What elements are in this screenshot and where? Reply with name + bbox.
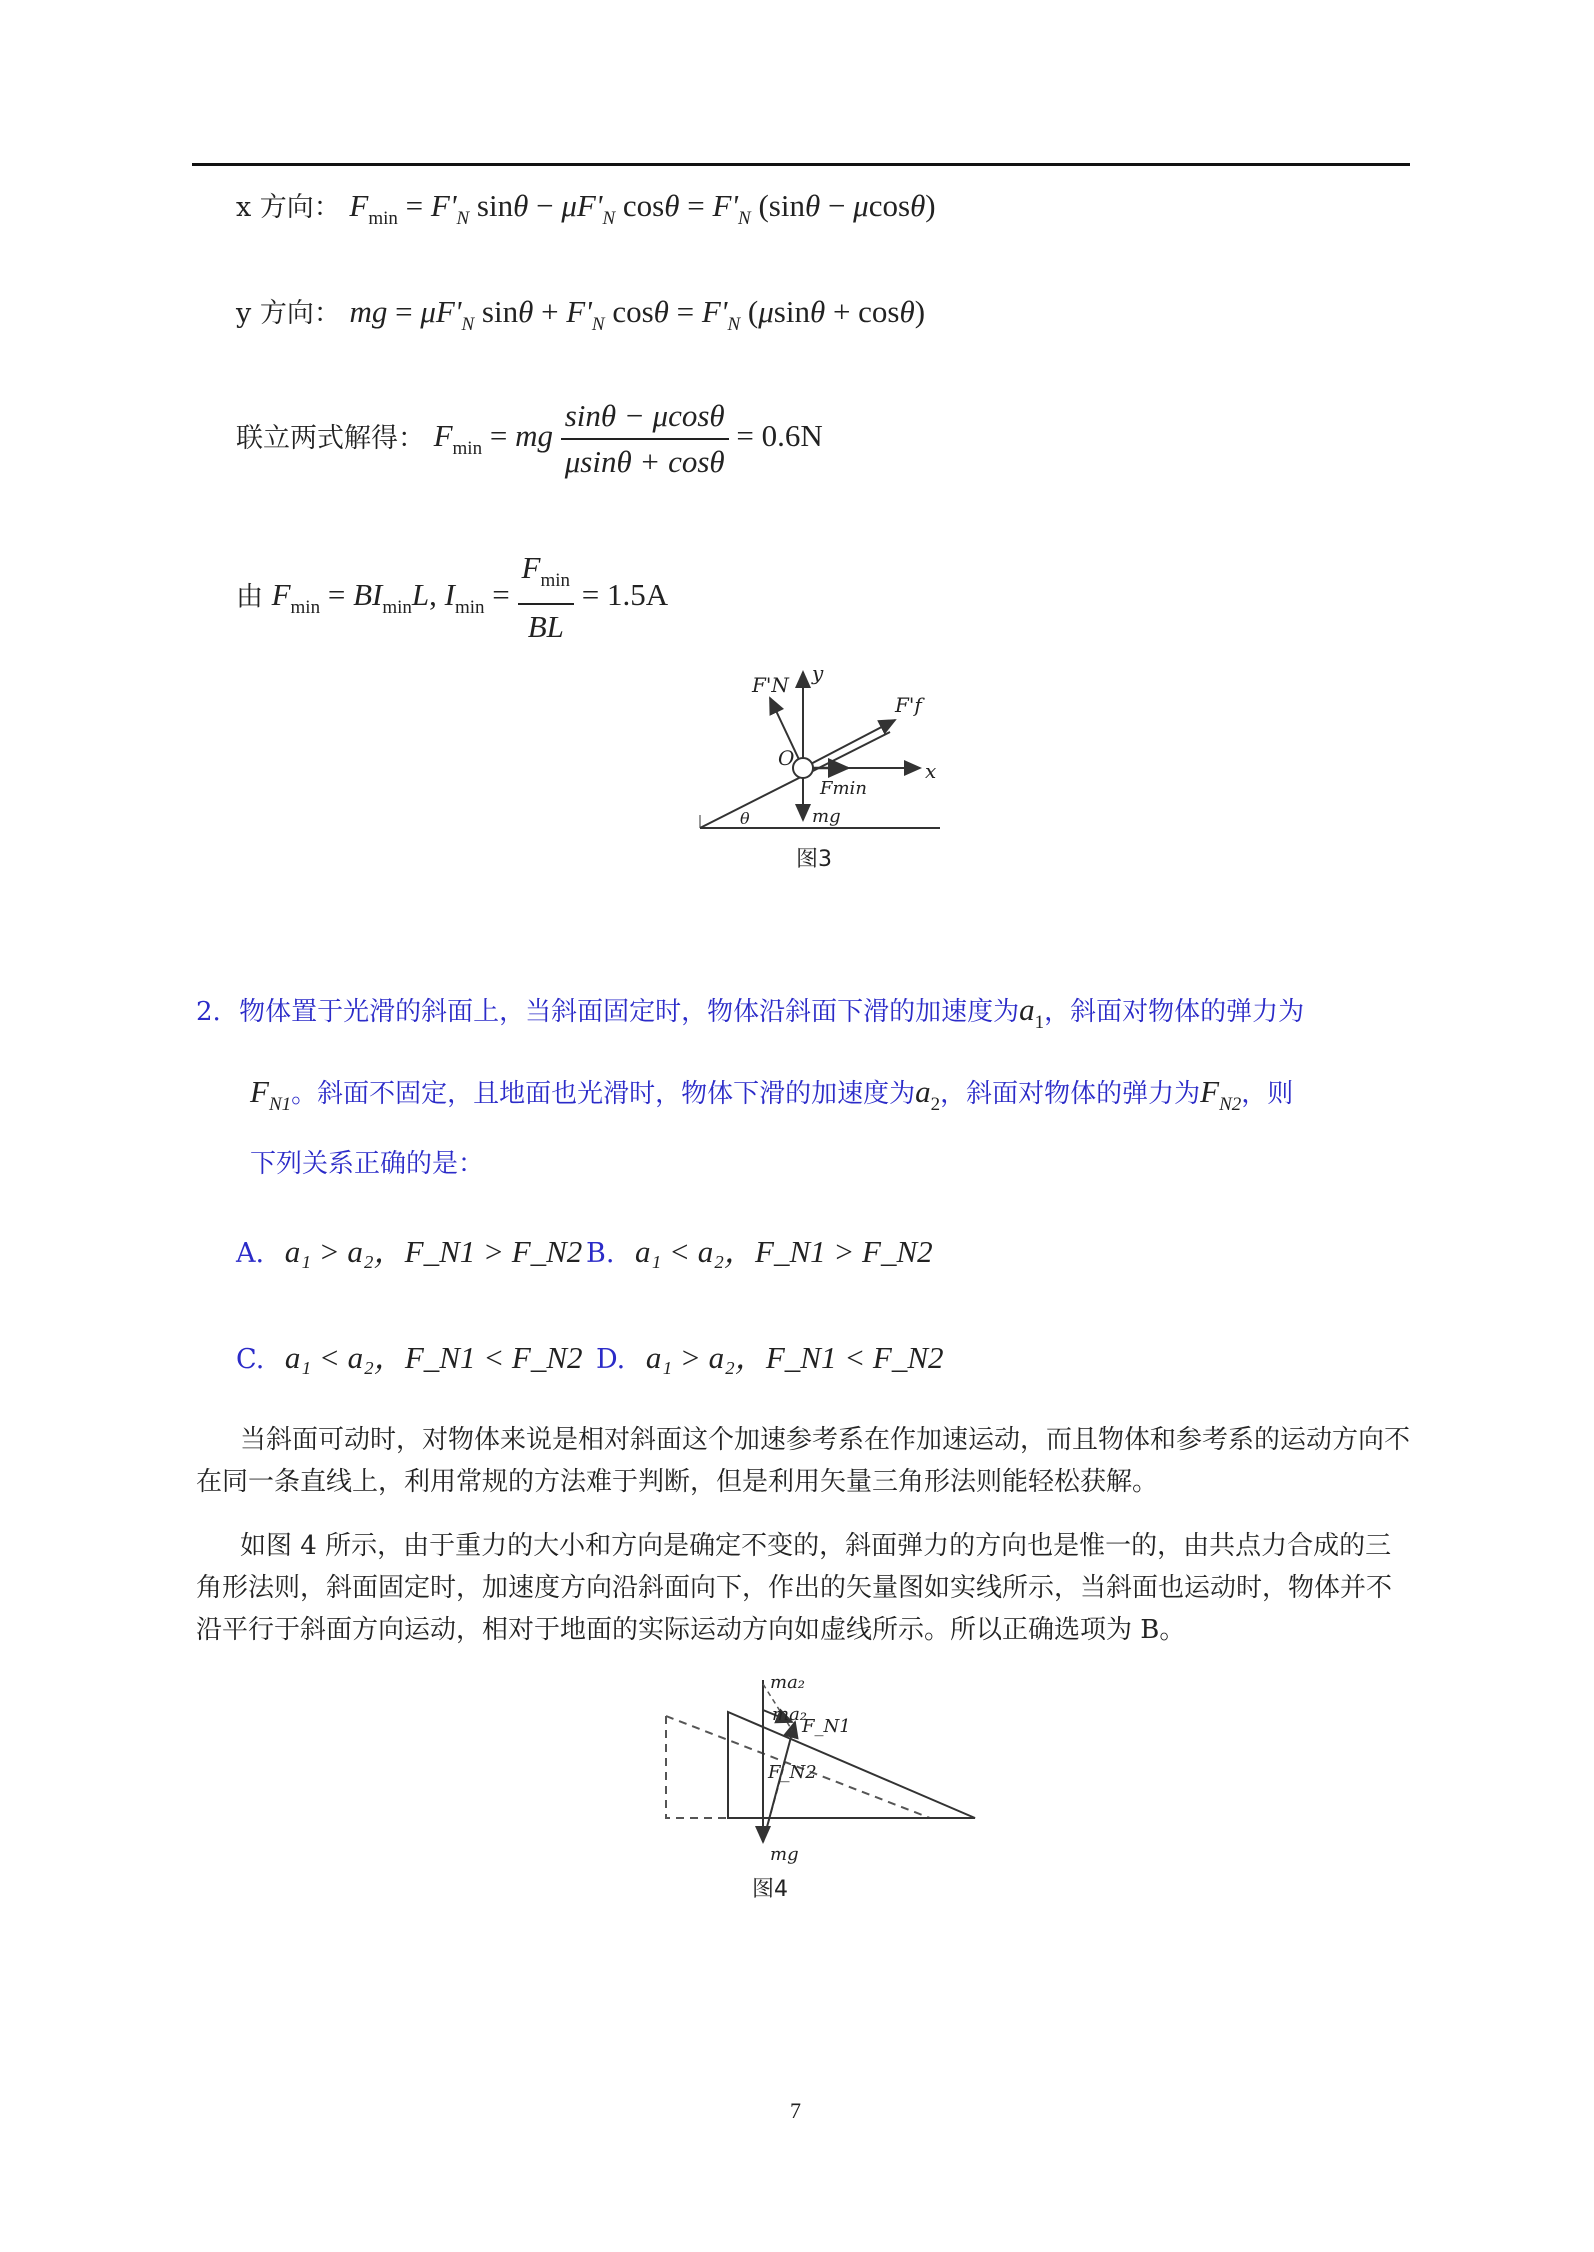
eq4-result: = 1.5A	[574, 576, 669, 612]
option-d: D. a₁ > a₂，F_N1 < F_N2	[596, 1340, 944, 1375]
question-2-line-3: 下列关系正确的是：	[250, 1149, 485, 1179]
figure-3-caption: 图3	[796, 847, 832, 872]
option-b: B. a₁ < a₂，F_N1 > F_N2	[586, 1234, 933, 1269]
equation-current	[236, 548, 668, 647]
question-2-line-1: 2. 物体置于光滑的斜面上，当斜面固定时，物体沿斜面下滑的加速度为$a_1$，斜面对物体的弹力为	[196, 992, 1305, 1033]
eq2-formula: mg = $\mu F'_N$ $\sin\theta + F'_N$ $\cos\theta = F'_N$ (μsinθ + cosθ)	[349, 294, 926, 335]
eq3-label: 联立两式解得：	[236, 423, 425, 454]
question-2-line-2: $F_{N1}$。斜面不固定，且地面也光滑时，物体下滑的加速度为$a_2$，斜面对物体的弹力为$F_{N2}$，则	[250, 1074, 1294, 1115]
paragraph-explanation: 如图 4 所示，由于重力的大小和方向是确定不变的，斜面弹力的方向也是惟一的，由共点力合成的三角形法则，斜面固定时，加速度方向沿斜面向下，作出的矢量图如实线所示，当斜面也运动时，物体并不沿平行于斜面方向运动，相对于地面的实际运动方向如虚线所示。所以正确选项为 B。	[196, 1531, 1393, 1645]
eq3-denominator: μsinθ + cosθ	[564, 444, 725, 479]
fig3-label-ff: F'f	[895, 693, 922, 717]
header-rule	[192, 163, 1410, 166]
eq3-result: = 0.6N	[728, 418, 823, 454]
eq3-numerator: sinθ − μcosθ	[564, 398, 725, 433]
fig4-label-fn2: F_N2	[768, 1762, 817, 1783]
eq2-label: y 方向：	[236, 298, 341, 329]
equation-y-direction	[236, 292, 925, 345]
eq3-formula: $F_{min}$ = mg $\frac{\sin\theta - \mu\cos\theta}{\mu\sin\theta + \cos\theta}$ = 0.6N	[434, 418, 823, 453]
eq4-denominator: BL	[527, 609, 564, 644]
eq4-label: 由	[236, 581, 272, 613]
fig3-label-mg: mg	[812, 806, 841, 827]
eq4-fraction: $\frac{F_{min}}{BL}$	[518, 548, 575, 647]
equation-solution	[236, 396, 823, 482]
option-a: A. a₁ > a₂，F_N1 > F_N2	[236, 1234, 583, 1269]
fig3-label-fn: F'N	[752, 673, 789, 697]
equation-x-direction	[236, 186, 936, 239]
eq1-formula: $F_{min} = F'_N$ $\sin\theta - \mu F'_N$ $\cos\theta = F'_N$ (sinθ − μcosθ)	[349, 188, 936, 229]
fig4-label-mg: mg	[770, 1844, 799, 1865]
eq1-label: x 方向：	[236, 192, 341, 223]
figure-4-caption: 图4	[752, 1877, 788, 1902]
fig3-label-theta: θ	[740, 809, 750, 828]
fig3-label-fmin: Fmin	[820, 778, 867, 799]
figure-4-vector-diagram	[650, 1670, 990, 1890]
fig3-label-o: O	[778, 746, 795, 770]
paragraph-analysis: 当斜面可动时，对物体来说是相对斜面这个加速参考系在作加速运动，而且物体和参考系的运动方向不在同一条直线上，利用常规的方法难于判断，但是利用矢量三角形法则能轻松获解。	[196, 1425, 1411, 1497]
fig4-label-ma2-top: ma₂	[770, 1672, 806, 1693]
fig3-label-y: y	[812, 661, 824, 685]
fig4-label-fn1: F_N1	[802, 1716, 851, 1737]
option-c: C. a₁ < a₂，F_N1 < F_N2	[236, 1340, 583, 1375]
question-2-number: 2.	[196, 997, 221, 1027]
eq4-formula: $F_{min} = BI_{min}L$, $I_{min}$ = $\frac{F_{min}}{BL}$ = 1.5A	[272, 577, 669, 612]
page-number: 7	[790, 2098, 801, 2123]
eq3-fraction	[561, 396, 729, 482]
fig3-label-x: x	[925, 759, 937, 783]
fig4-label-ma2-mid: ma₂	[772, 1704, 808, 1725]
